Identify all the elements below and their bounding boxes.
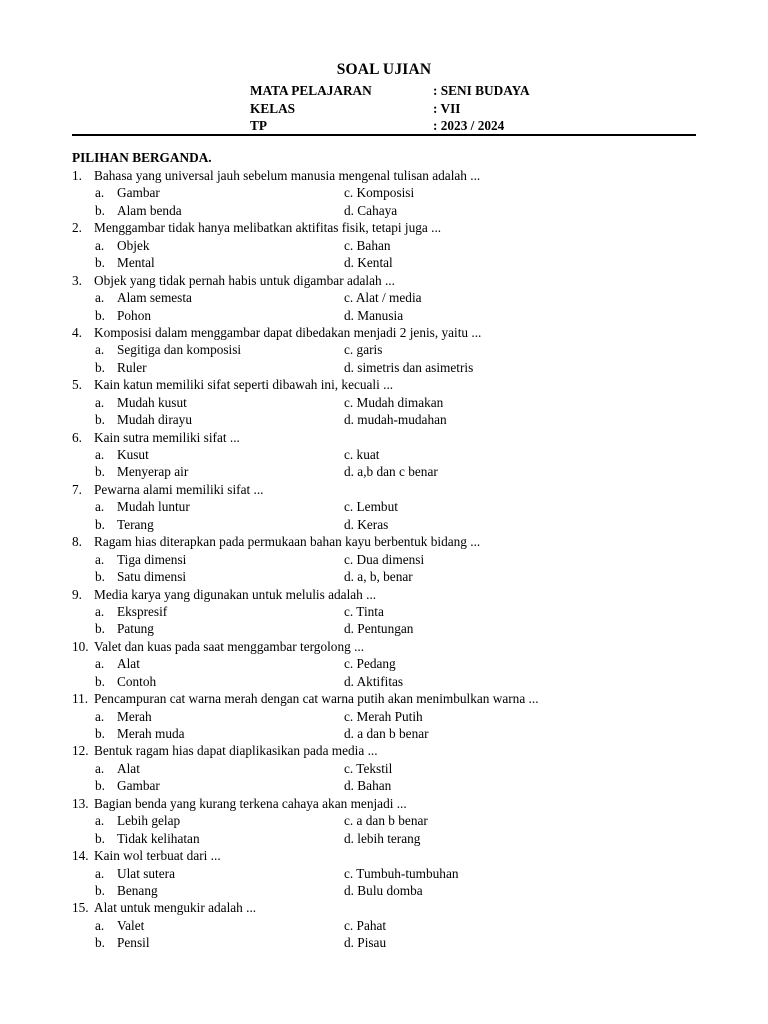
question-number: 6. <box>72 429 82 445</box>
question-item <box>72 167 712 219</box>
option-text: Segitiga dan komposisi <box>117 342 242 358</box>
question-item <box>72 324 712 376</box>
question-item <box>72 795 712 847</box>
option-d: d. Pisau <box>344 935 387 951</box>
option-a <box>72 446 344 463</box>
question-line <box>72 533 712 550</box>
question-line <box>72 376 712 393</box>
option-c: c. kuat <box>344 447 380 462</box>
option-d: d. Bahan <box>344 778 392 794</box>
question-item <box>72 429 712 481</box>
question-line <box>72 847 712 864</box>
question-text: Menggambar tidak hanya melibatkan aktifitas fisik, tetapi juga ... <box>94 220 442 236</box>
option-text: Tidak kelihatan <box>117 830 200 846</box>
option-letter: b. <box>95 882 105 898</box>
option-text: Alam semesta <box>117 290 192 306</box>
option-text: Mudah dirayu <box>117 412 192 428</box>
option-text: Pohon <box>117 307 151 323</box>
question-item <box>72 533 712 585</box>
option-b <box>72 254 344 271</box>
option-letter: b. <box>95 621 105 637</box>
option-letter: a. <box>95 237 105 253</box>
option-row <box>72 498 712 515</box>
option-letter: a. <box>95 394 105 410</box>
question-line <box>72 638 712 655</box>
section-title: PILIHAN BERGANDA. <box>72 150 212 165</box>
option-text: Alam benda <box>117 202 182 218</box>
option-row <box>72 882 712 899</box>
option-a <box>72 708 344 725</box>
question-text: Kain katun memiliki sifat seperti dibawah ini, kecuali ... <box>94 377 394 393</box>
option-row <box>72 760 712 777</box>
page-title: SOAL UJIAN <box>336 61 432 78</box>
option-text: Lebih gelap <box>117 813 181 829</box>
question-item <box>72 899 712 951</box>
option-row <box>72 812 712 829</box>
option-c: c. Alat / media <box>344 290 422 306</box>
question-item <box>72 847 712 899</box>
option-b <box>72 202 344 219</box>
option-text: Gambar <box>117 778 160 794</box>
info-row-class <box>250 100 530 118</box>
question-number: 10. <box>72 638 89 654</box>
option-row <box>72 289 712 306</box>
option-c: c. Dua dimensi <box>344 551 425 567</box>
option-text: Kusut <box>117 447 149 462</box>
option-letter: b. <box>95 778 105 794</box>
option-row <box>72 237 712 254</box>
option-row <box>72 307 712 324</box>
question-text: Valet dan kuas pada saat menggambar tergolong ... <box>94 638 365 654</box>
question-number: 12. <box>72 743 89 759</box>
option-d: d. Aktifitas <box>344 673 404 689</box>
question-item <box>72 638 712 690</box>
option-letter: b. <box>95 726 105 741</box>
option-c: c. Merah Putih <box>344 708 423 724</box>
option-letter: b. <box>95 516 105 532</box>
option-text: Ekspresif <box>117 603 168 619</box>
option-text: Gambar <box>117 185 160 201</box>
question-line <box>72 272 712 289</box>
option-letter: b. <box>95 255 105 271</box>
header-divider <box>72 134 696 136</box>
option-row <box>72 341 712 358</box>
option-text: Terang <box>117 516 154 532</box>
option-letter: a. <box>95 185 105 201</box>
question-list <box>72 167 712 952</box>
option-row <box>72 673 712 690</box>
question-number: 9. <box>72 586 82 602</box>
question-item <box>72 219 712 271</box>
option-a <box>72 655 344 672</box>
option-letter: b. <box>95 307 105 323</box>
option-letter: a. <box>95 603 105 619</box>
option-letter: b. <box>95 359 105 375</box>
question-text: Bagian benda yang kurang terkena cahaya akan menjadi ... <box>94 795 407 811</box>
option-row <box>72 568 712 585</box>
option-d: d. Cahaya <box>344 202 398 218</box>
option-row <box>72 411 712 428</box>
option-text: Patung <box>117 621 154 637</box>
option-row <box>72 359 712 376</box>
option-letter: a. <box>95 342 105 358</box>
option-b <box>72 620 344 637</box>
option-d: d. a, b, benar <box>344 569 413 585</box>
option-c: c. a dan b benar <box>344 813 428 829</box>
question-text: Bentuk ragam hias dapat diaplikasikan pada media ... <box>94 743 378 759</box>
question-line <box>72 586 712 603</box>
option-b <box>72 777 344 794</box>
question-text: Kain wol terbuat dari ... <box>94 848 221 864</box>
option-letter: b. <box>95 830 105 846</box>
option-text: Alat <box>117 656 140 672</box>
info-value: : VII <box>433 100 461 116</box>
option-text: Ulat sutera <box>117 865 175 881</box>
question-number: 1. <box>72 168 82 183</box>
info-row-subject <box>250 82 530 100</box>
option-text: Tiga dimensi <box>117 551 187 567</box>
option-b <box>72 673 344 690</box>
info-value: : 2023 / 2024 <box>433 118 505 133</box>
option-letter: a. <box>95 447 105 462</box>
option-b <box>72 568 344 585</box>
option-letter: b. <box>95 569 105 585</box>
option-row <box>72 655 712 672</box>
option-a <box>72 237 344 254</box>
option-d: d. simetris dan asimetris <box>344 359 474 375</box>
question-number: 11. <box>72 691 89 707</box>
option-c: c. Lembut <box>344 499 398 515</box>
question-item <box>72 586 712 638</box>
question-text: Media karya yang digunakan untuk melulis adalah ... <box>94 586 377 602</box>
question-text: Pewarna alami memiliki sifat ... <box>94 481 264 497</box>
option-b <box>72 307 344 324</box>
option-text: Mudah kusut <box>117 394 187 410</box>
question-number: 8. <box>72 534 82 550</box>
info-row-year <box>250 117 530 135</box>
option-text: Benang <box>117 882 158 898</box>
option-letter: a. <box>95 499 105 515</box>
option-d: d. lebih terang <box>344 830 421 846</box>
option-a <box>72 917 344 934</box>
option-c: c. Tumbuh-tumbuhan <box>344 865 459 881</box>
option-b <box>72 882 344 899</box>
option-d: d. mudah-mudahan <box>344 412 447 428</box>
option-a <box>72 812 344 829</box>
question-number: 15. <box>72 900 89 916</box>
question-text: Ragam hias diterapkan pada permukaan bahan kayu berbentuk bidang ... <box>94 534 481 550</box>
option-letter: a. <box>95 708 105 724</box>
option-text: Mental <box>117 255 155 271</box>
option-b <box>72 830 344 847</box>
question-line <box>72 429 712 446</box>
option-a <box>72 865 344 882</box>
option-letter: a. <box>95 760 105 776</box>
option-text: Pensil <box>117 935 150 951</box>
question-line <box>72 690 712 707</box>
option-row <box>72 917 712 934</box>
question-text: Komposisi dalam menggambar dapat dibedakan menjadi 2 jenis, yaitu ... <box>94 324 482 340</box>
question-text: Kain sutra memiliki sifat ... <box>94 429 240 445</box>
option-letter: b. <box>95 935 105 951</box>
question-number: 3. <box>72 272 82 288</box>
question-number: 4. <box>72 324 82 340</box>
option-c: c. Pahat <box>344 917 387 933</box>
option-row <box>72 202 712 219</box>
question-line <box>72 899 712 916</box>
option-letter: a. <box>95 290 105 306</box>
exam-info <box>250 82 530 135</box>
option-row <box>72 830 712 847</box>
option-row <box>72 725 712 742</box>
question-line <box>72 742 712 759</box>
question-number: 2. <box>72 220 82 236</box>
option-b <box>72 934 344 951</box>
option-b <box>72 463 344 480</box>
option-row <box>72 463 712 480</box>
option-row <box>72 184 712 201</box>
question-number: 7. <box>72 481 82 497</box>
option-d: d. a,b dan c benar <box>344 464 438 480</box>
question-number: 14. <box>72 848 89 864</box>
question-item <box>72 272 712 324</box>
info-label: MATA PELAJARAN <box>250 83 372 98</box>
option-d: d. Kental <box>344 255 393 271</box>
option-row <box>72 394 712 411</box>
option-a <box>72 394 344 411</box>
question-number: 13. <box>72 795 89 811</box>
option-text: Ruler <box>117 359 147 375</box>
option-text: Valet <box>117 917 145 933</box>
option-text: Alat <box>117 760 140 776</box>
info-value: : SENI BUDAYA <box>433 83 530 98</box>
option-row <box>72 516 712 533</box>
option-b <box>72 359 344 376</box>
option-letter: b. <box>95 464 105 480</box>
option-text: Menyerap air <box>117 464 189 480</box>
option-a <box>72 551 344 568</box>
option-text: Merah muda <box>117 726 185 741</box>
option-b <box>72 516 344 533</box>
option-row <box>72 708 712 725</box>
option-c: c. Tinta <box>344 603 384 619</box>
option-c: c. Mudah dimakan <box>344 394 444 410</box>
option-row <box>72 254 712 271</box>
question-text: Alat untuk mengukir adalah ... <box>94 900 257 916</box>
question-line <box>72 219 712 236</box>
option-d: d. a dan b benar <box>344 726 429 741</box>
option-b <box>72 411 344 428</box>
question-text: Pencampuran cat warna merah dengan cat warna putih akan menimbulkan warna ... <box>94 691 539 707</box>
question-line <box>72 795 712 812</box>
option-text: Objek <box>117 237 150 253</box>
option-letter: a. <box>95 551 105 567</box>
option-letter: b. <box>95 412 105 428</box>
option-a <box>72 341 344 358</box>
option-a <box>72 184 344 201</box>
question-item <box>72 376 712 428</box>
option-text: Mudah luntur <box>117 499 190 515</box>
question-text: Objek yang tidak pernah habis untuk digambar adalah ... <box>94 272 395 288</box>
option-d: d. Manusia <box>344 307 404 323</box>
question-item <box>72 481 712 533</box>
option-letter: a. <box>95 656 105 672</box>
option-a <box>72 289 344 306</box>
option-d: d. Bulu domba <box>344 882 423 898</box>
question-item <box>72 690 712 742</box>
option-row <box>72 446 712 463</box>
option-row <box>72 934 712 951</box>
option-c: c. garis <box>344 342 383 358</box>
option-row <box>72 777 712 794</box>
option-row <box>72 551 712 568</box>
option-d: d. Pentungan <box>344 621 414 637</box>
option-b <box>72 725 344 742</box>
option-row <box>72 603 712 620</box>
option-letter: a. <box>95 813 105 829</box>
option-a <box>72 498 344 515</box>
info-label: TP <box>250 118 267 133</box>
question-line <box>72 481 712 498</box>
option-text: Contoh <box>117 673 157 689</box>
question-text: Bahasa yang universal jauh sebelum manusia mengenal tulisan adalah ... <box>94 168 481 183</box>
option-row <box>72 865 712 882</box>
option-text: Merah <box>117 708 152 724</box>
option-letter: a. <box>95 865 105 881</box>
option-a <box>72 760 344 777</box>
question-item <box>72 742 712 794</box>
option-c: c. Bahan <box>344 237 391 253</box>
question-number: 5. <box>72 377 82 393</box>
info-label: KELAS <box>250 100 296 116</box>
option-letter: a. <box>95 917 105 933</box>
option-text: Satu dimensi <box>117 569 187 585</box>
option-letter: b. <box>95 673 105 689</box>
option-c: c. Pedang <box>344 656 396 672</box>
question-line <box>72 167 712 184</box>
question-line <box>72 324 712 341</box>
option-row <box>72 620 712 637</box>
option-a <box>72 603 344 620</box>
option-c: c. Komposisi <box>344 185 415 201</box>
option-d: d. Keras <box>344 516 389 532</box>
option-c: c. Tekstil <box>344 760 393 776</box>
option-letter: b. <box>95 202 105 218</box>
